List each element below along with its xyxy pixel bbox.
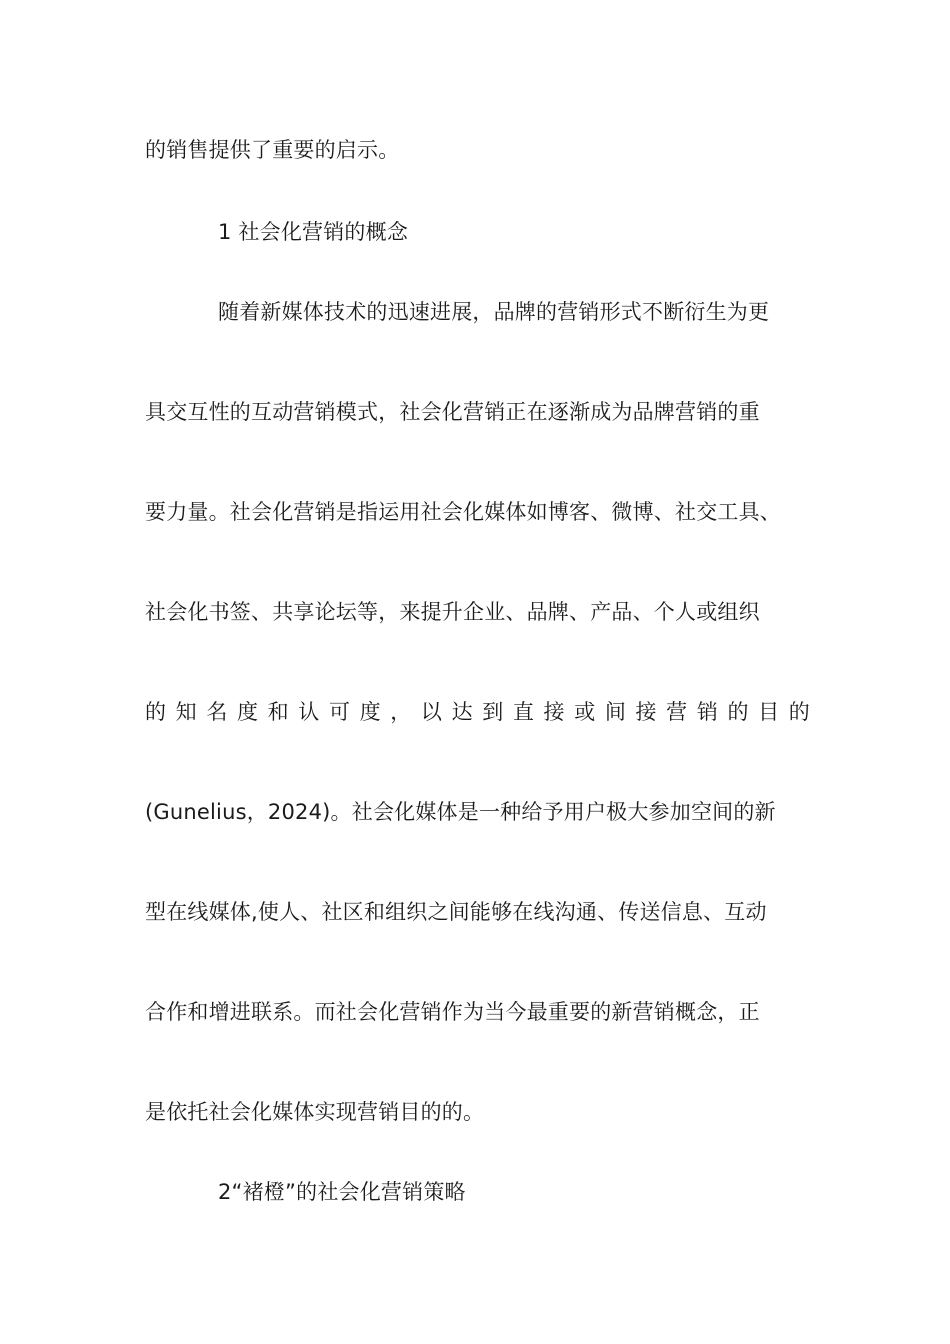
section-heading-1: 1 社会化营销的概念 [218, 220, 409, 244]
justified-char: 认 [298, 700, 320, 724]
justified-char: 以 [420, 700, 443, 724]
justified-char: 或 [574, 700, 596, 724]
justified-char: 的 [145, 700, 167, 724]
paragraph-line-3: 要力量。社会化营销是指运用社会化媒体如博客、微博、社交工具、 [145, 500, 781, 524]
justified-char: 和 [267, 700, 289, 724]
justified-char: 间 [604, 700, 627, 724]
justified-char: 接 [543, 700, 565, 724]
justified-char: 的 [727, 700, 749, 724]
justified-char: 接 [635, 700, 657, 724]
paragraph-line-2: 具交互性的互动营销模式，社会化营销正在逐渐成为品牌营销的重 [145, 400, 760, 424]
paragraph-line-7: 型在线媒体,使人、社区和组织之间能够在线沟通、传送信息、互动 [145, 900, 767, 924]
paragraph-line-8: 合作和增进联系。而社会化营销作为当今最重要的新营销概念，正 [145, 1000, 760, 1024]
justified-char: 营 [666, 700, 688, 724]
paragraph-line-4: 社会化书签、共享论坛等，来提升企业、品牌、产品、个人或组织 [145, 600, 760, 624]
justified-char: ， [390, 700, 412, 724]
justified-char: 知 [175, 700, 197, 724]
paragraph-line-6: (Gunelius，2024)。社会化媒体是一种给予用户极大参加空间的新 [145, 800, 776, 824]
justified-char: 目 [758, 700, 780, 724]
justified-char: 度 [236, 700, 259, 724]
paragraph-line-1: 随着新媒体技术的迅速进展，品牌的营销形式不断衍生为更 [218, 300, 770, 324]
justified-char: 到 [482, 700, 504, 724]
paragraph-line-5-justified [145, 696, 810, 728]
paragraph-line-9: 是依托社会化媒体实现营销目的的。 [145, 1100, 485, 1124]
justified-char: 的 [788, 700, 810, 724]
justified-char: 度 [359, 700, 381, 724]
justified-char: 达 [451, 700, 473, 724]
justified-char: 直 [512, 700, 535, 724]
justified-char: 名 [206, 700, 228, 724]
section-heading-2: 2“褚橙”的社会化营销策略 [218, 1180, 466, 1204]
justified-char: 销 [696, 700, 719, 724]
paragraph-continuation-line: 的销售提供了重要的启示。 [145, 138, 400, 162]
justified-char: 可 [328, 700, 351, 724]
